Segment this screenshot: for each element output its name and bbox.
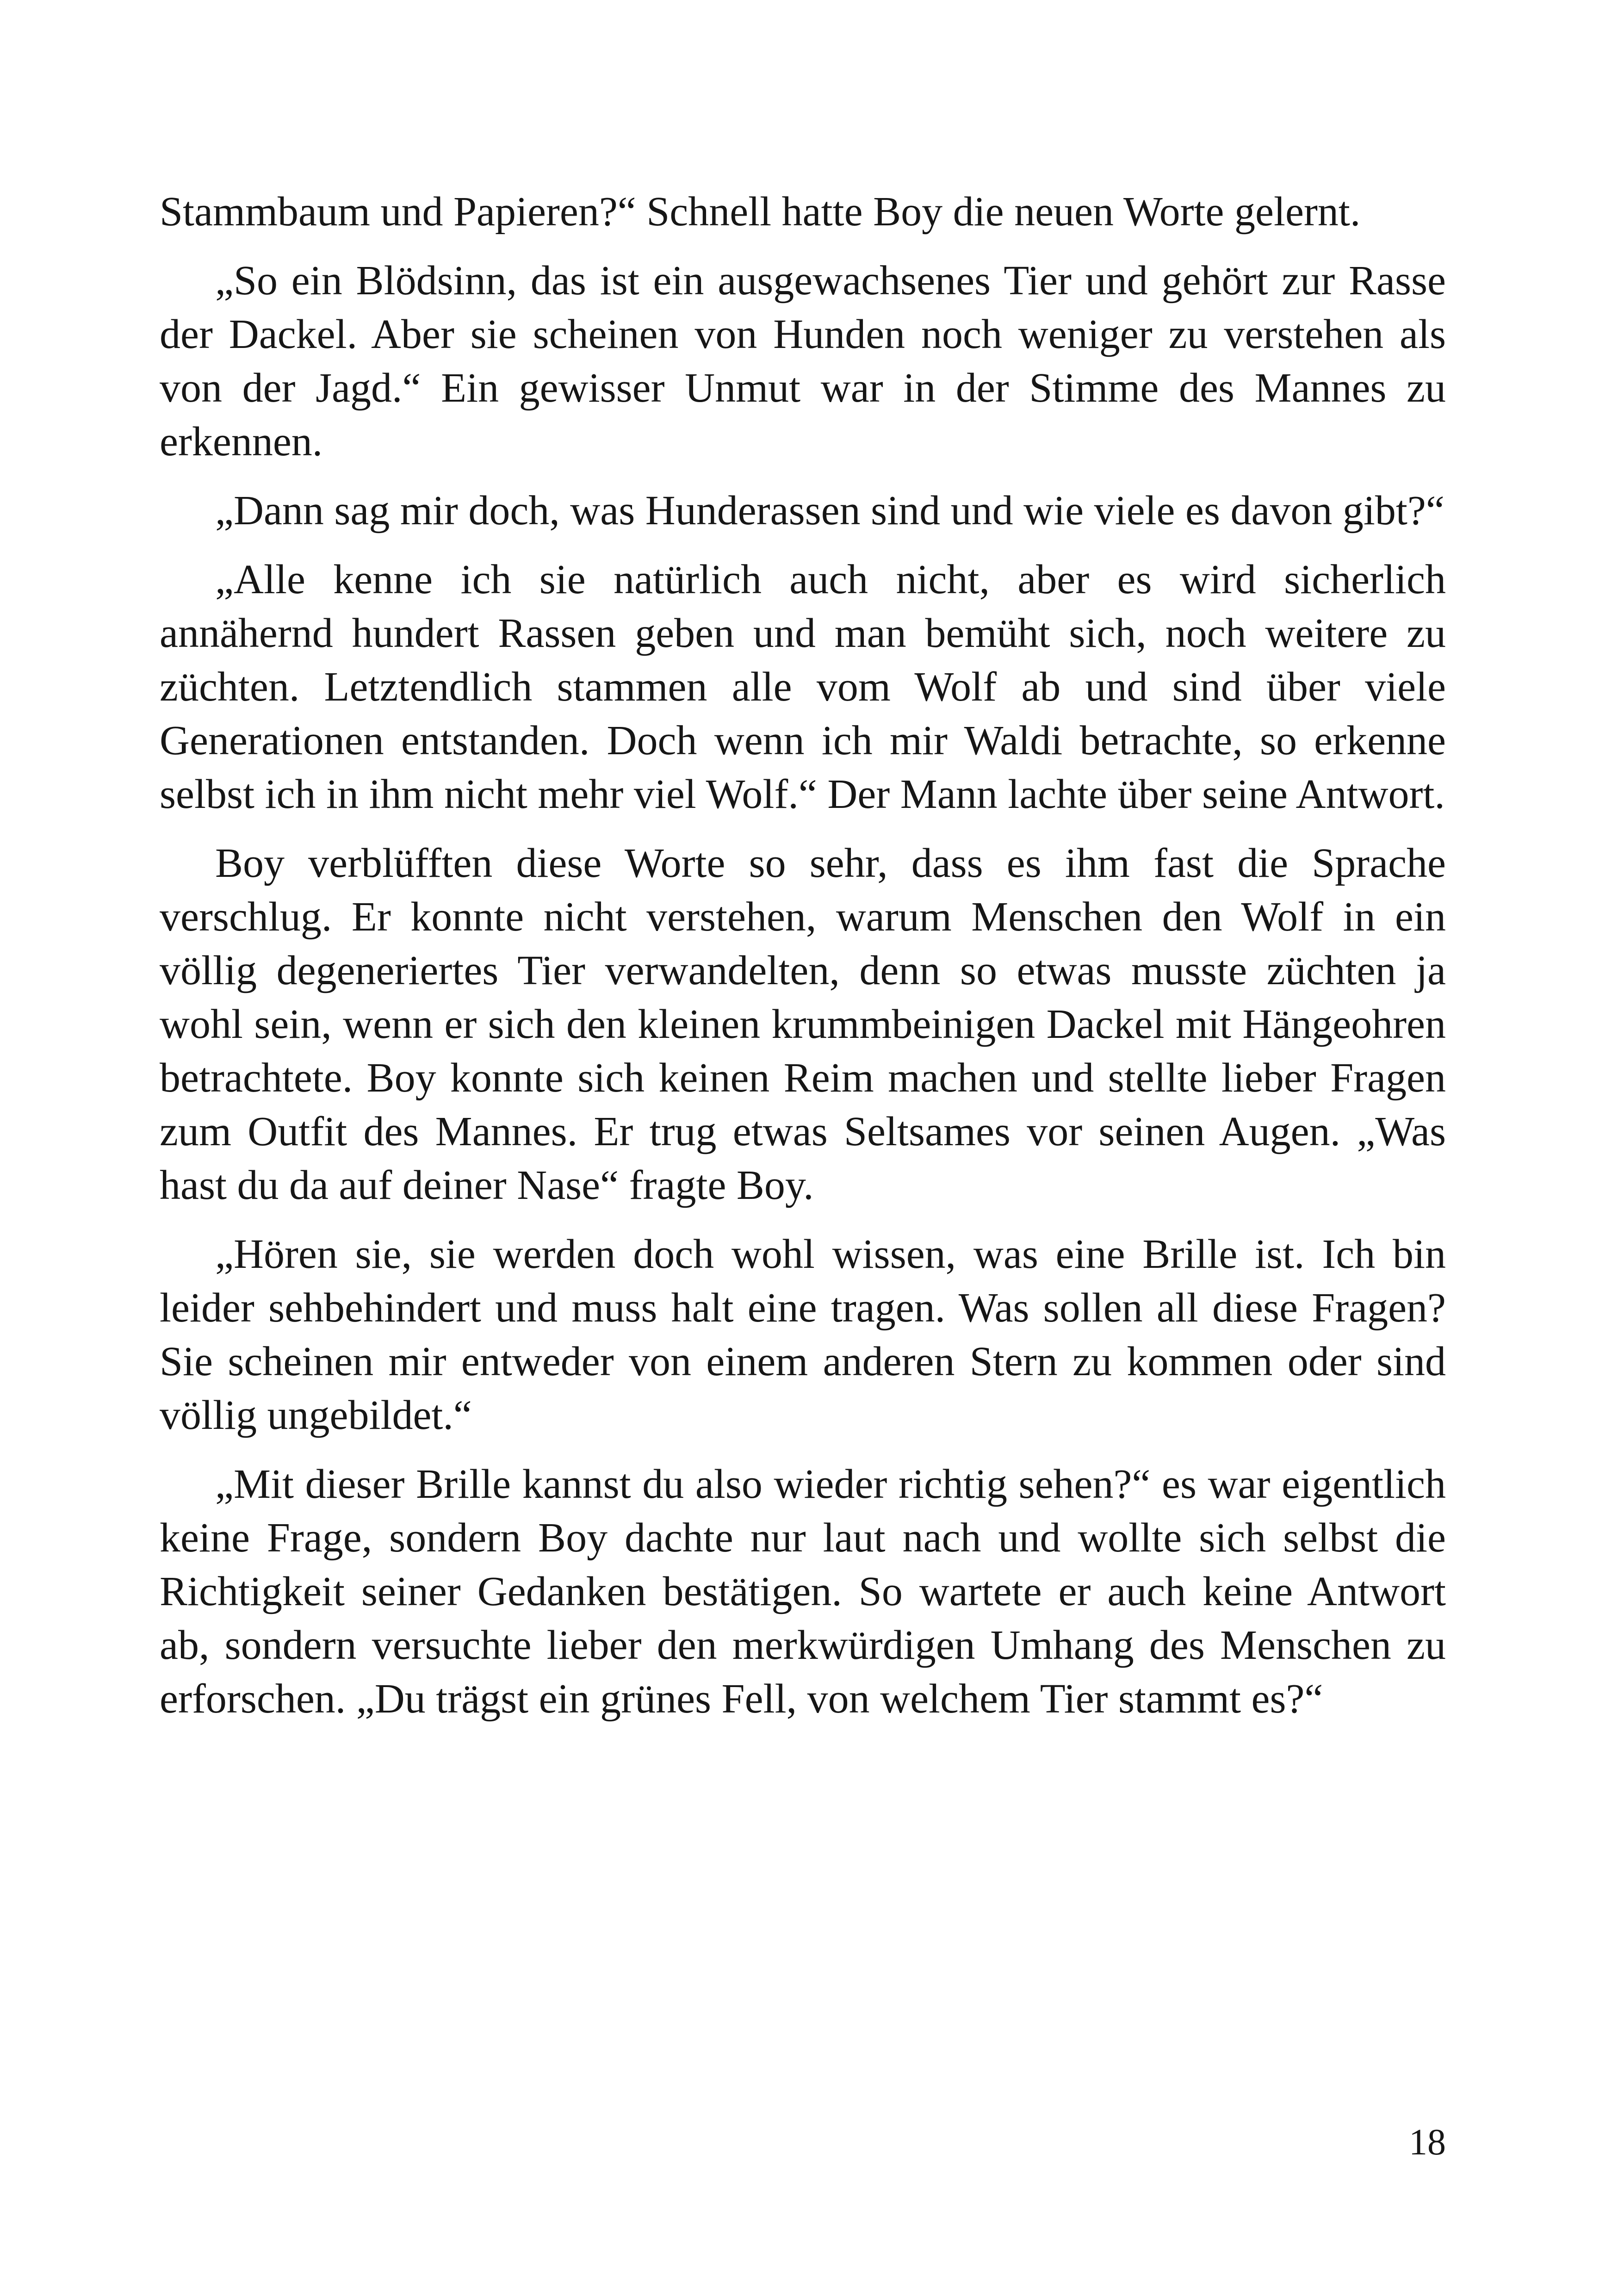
paragraph-5: Boy verblüfften diese Worte so sehr, dass es ihm fast die Sprache verschlug. Er konnte nicht verstehen, warum Menschen den Wolf in ein völlig degeneriertes Tier verwandelten, denn so etwas musste züchten ja wohl sein, wenn er sich den kleinen krummbeinigen Dackel mit Hängeohren betrachtete. Boy konnte sich keinen Reim machen und stellte lieber Fragen zum Outfit des Mannes. Er trug etwas Seltsames vor seinen Augen. „Was hast du da auf deiner Nase“ fragte Boy.	[160, 840, 1446, 1208]
paragraph-6: „Hören sie, sie werden doch wohl wissen, was eine Brille ist. Ich bin leider sehbehindert und muss halt eine tragen. Was sollen all diese Fragen? Sie scheinen mir entweder von einem anderen Stern zu kommen oder sind völlig ungebildet.“	[160, 1231, 1446, 1438]
paragraph-2: „So ein Blödsinn, das ist ein ausgewachsenes Tier und gehört zur Rasse der Dackel. Aber sie scheinen von Hunden noch weniger zu verstehen als von der Jagd.“ Ein gewisser Unmut war in der Stimme des Mannes zu erkennen.	[160, 258, 1446, 465]
body-text	[160, 185, 1446, 1741]
page-number: 18	[1409, 2122, 1446, 2163]
paragraph-7: „Mit dieser Brille kannst du also wieder richtig sehen?“ es war eigentlich keine Frage, sondern Boy dachte nur laut nach und wollte sich selbst die Richtigkeit seiner Gedanken bestätigen. So wartete er auch keine Antwort ab, sondern versuchte lieber den merkwürdigen Umhang des Menschen zu erforschen. „Du trägst ein grünes Fell, von welchem Tier stammt es?“	[160, 1461, 1446, 1722]
paragraph-3: „Dann sag mir doch, was Hunderassen sind und wie viele es davon gibt?“	[215, 488, 1444, 534]
paragraph-1: Stammbaum und Papieren?“ Schnell hatte Boy die neuen Worte gelernt.	[160, 189, 1361, 235]
paragraph-4: „Alle kenne ich sie natürlich auch nicht, aber es wird sicherlich annähernd hundert Rassen geben und man bemüht sich, noch weitere zu züchten. Letztendlich stammen alle vom Wolf ab und sind über viele Generationen entstanden. Doch wenn ich mir Waldi betrachte, so erkenne selbst ich in ihm nicht mehr viel Wolf.“ Der Mann lachte über seine Antwort.	[160, 557, 1446, 817]
